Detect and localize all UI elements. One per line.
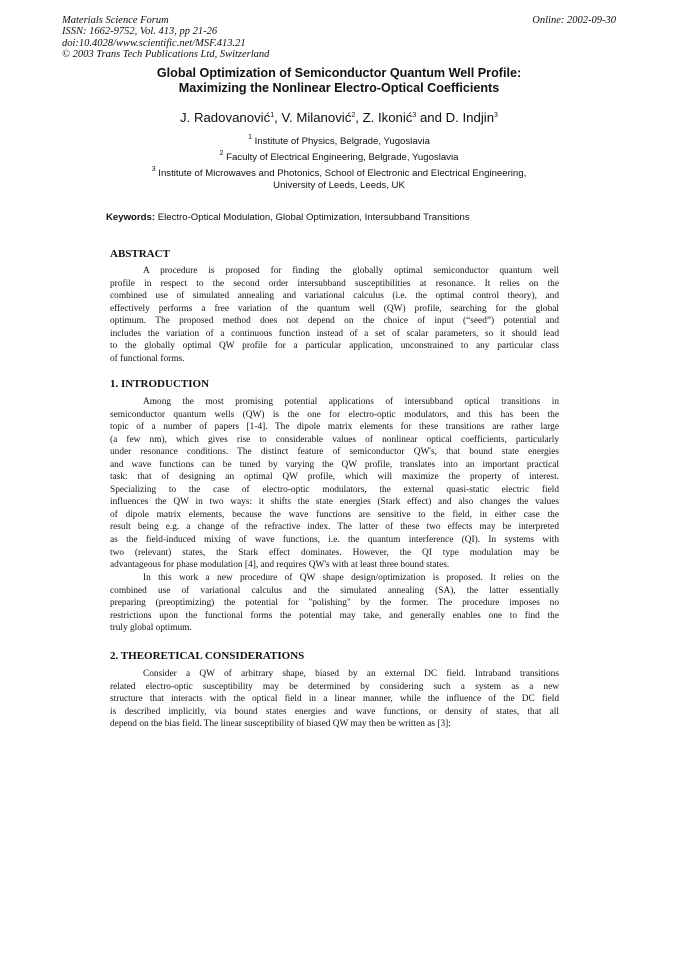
text-line: to the globally optimal QW profile for a particular application, unconstrained to any particular class bbox=[110, 341, 559, 352]
affiliation-2 bbox=[60, 152, 618, 164]
keywords bbox=[106, 212, 470, 223]
text-line: preparing (preoptimizing) the potential for "polishing" by the former. The procedure imposes no bbox=[110, 598, 559, 609]
text-line: depend on the bias field. The linear susceptibility of biased QW may then be written as [3]: bbox=[110, 719, 451, 730]
author-separator: , bbox=[355, 110, 363, 125]
text-line: and wave functions can be tuned by varying the QW profile, translates into an important practical bbox=[110, 459, 559, 470]
journal-doi: doi:10.4028/www.scientific.net/MSF.413.21 bbox=[62, 37, 246, 49]
affiliation-mark: 2 bbox=[219, 150, 224, 157]
affiliation-mark: 3 bbox=[151, 166, 156, 173]
introduction-paragraph-1 bbox=[110, 396, 559, 572]
text-line: as the field-induced mixing of wave functions, i.e. the quantum interference (QI). In systems with bbox=[110, 535, 559, 546]
affiliation-text-continued: University of Leeds, Leeds, UK bbox=[273, 180, 405, 191]
text-line: task: that of designing an optimal QW profile, which will maximize the property of interest. bbox=[110, 472, 559, 483]
text-line: optimum. The proposed method does not depend on the choice of input (“seed”) potential and bbox=[110, 316, 559, 327]
text-line: is described implicitly, via bound states energies and wave functions, or density of states, that all bbox=[110, 706, 559, 717]
text-line: of functional forms. bbox=[110, 353, 185, 364]
author-affiliation-mark: 3 bbox=[412, 112, 417, 119]
text-line: A procedure is proposed for finding the globally optimal semiconductor quantum well bbox=[143, 266, 559, 276]
author-affiliation-mark: 2 bbox=[351, 112, 356, 119]
journal-header bbox=[62, 15, 269, 60]
affiliation-3 bbox=[60, 168, 618, 192]
text-line: effectively performs a free variation of the quantum well (QW) profile, searching for the global bbox=[110, 303, 559, 314]
text-line: combined use of variational calculus and the simulated annealing (SA), the latter essentially bbox=[110, 585, 559, 596]
abstract-paragraph bbox=[110, 265, 559, 365]
text-line: truly global optimum. bbox=[110, 623, 192, 634]
author-name: V. Milanović bbox=[281, 110, 352, 125]
theory-paragraph bbox=[110, 668, 559, 731]
author-name: Z. Ikonić bbox=[362, 110, 413, 125]
affiliation-text: Institute of Physics, Belgrade, Yugoslavia bbox=[254, 136, 430, 147]
text-line: Specializing to the case of electro-optic modulators, the external quasi-static electric field bbox=[110, 484, 559, 495]
text-line: related electro-optic susceptibility may be determined by considering such a system as a new bbox=[110, 681, 559, 692]
journal-copyright: © 2003 Trans Tech Publications Ltd, Switzerland bbox=[62, 48, 270, 60]
affiliation-1 bbox=[60, 136, 618, 148]
journal-name: Materials Science Forum bbox=[62, 15, 169, 26]
author-separator: and bbox=[416, 110, 446, 125]
affiliation-mark: 1 bbox=[248, 134, 252, 141]
text-line: influences the QW in two ways: it shifts the state energies (Stark effect) and also changes the values bbox=[110, 497, 559, 508]
introduction-paragraph-2 bbox=[110, 572, 559, 635]
introduction-heading: 1. INTRODUCTION bbox=[110, 378, 210, 390]
text-line: profile in respect to the second order intersubband susceptibilities at resonance. It relies on the bbox=[110, 278, 559, 289]
online-date: Online: 2002-09-30 bbox=[532, 15, 616, 26]
text-line: includes the variation of a continuous function instead of a set of scalar parameters, so it should lead bbox=[110, 328, 559, 339]
theory-heading: 2. THEORETICAL CONSIDERATIONS bbox=[110, 650, 305, 662]
affiliation-text: Institute of Microwaves and Photonics, School of Electronic and Electrical Engineering, bbox=[158, 168, 527, 179]
text-line: of dipole matrix elements, because the wave functions are sensitive to the field, in either case the bbox=[110, 509, 559, 520]
text-line: restrictions upon the functional forms the potential may take, and generally enables one to find the bbox=[110, 610, 559, 621]
abstract-heading: ABSTRACT bbox=[110, 248, 170, 260]
text-line: structure that interacts with the optical field in a linear manner, while the influence of the DC field bbox=[110, 694, 559, 705]
keywords-text: Electro-Optical Modulation, Global Optimization, Intersubband Transitions bbox=[157, 212, 470, 223]
text-line: (a few nm), which gives rise to considerable values of nonlinear optical coefficients, particularly bbox=[110, 434, 559, 445]
keywords-label: Keywords: bbox=[106, 212, 156, 223]
paper-title bbox=[60, 66, 618, 96]
text-line: semiconductor quantum wells (QW) is the one for electro-optic modulators, and this has been the bbox=[110, 409, 559, 420]
author-affiliation-mark: 3 bbox=[494, 112, 498, 119]
text-line: under resonance conditions. The distinct feature of semiconductor QW's, that bound state energies bbox=[110, 447, 559, 458]
text-line: Consider a QW of arbitrary shape, biased by an external DC field. Intraband transitions bbox=[143, 669, 559, 679]
title-line-1: Global Optimization of Semiconductor Quantum Well Profile: bbox=[156, 66, 522, 80]
text-line: In this work a new procedure of QW shape design/optimization is proposed. It relies on the bbox=[143, 573, 559, 583]
author-list bbox=[60, 110, 618, 125]
author-name: J. Radovanović bbox=[180, 110, 271, 125]
text-line: advantageous for phase modulation [4], and requires QW's with at least three bound states. bbox=[110, 560, 450, 571]
text-line: topic of a number of papers [1-4]. The dipole matrix elements for these transitions are rather large bbox=[110, 422, 559, 433]
title-line-2: Maximizing the Nonlinear Electro-Optical Coefficients bbox=[178, 81, 500, 95]
text-line: Among the most promising potential applications of intersubband optical transitions in bbox=[143, 397, 559, 407]
affiliation-text: Faculty of Electrical Engineering, Belgrade, Yugoslavia bbox=[226, 152, 459, 163]
text-line: combined use of simulated annealing and variational calculus (i.e. the optimal control theory), and bbox=[110, 291, 559, 302]
author-separator: , bbox=[274, 110, 282, 125]
text-line: result being e.g. a change of the refractive index. The latter of these two effects may be interpreted bbox=[110, 522, 559, 533]
author-name: D. Indjin bbox=[445, 110, 495, 125]
author-affiliation-mark: 1 bbox=[270, 112, 275, 119]
journal-issn: ISSN: 1662-9752, Vol. 413, pp 21-26 bbox=[62, 26, 218, 38]
text-line: two (relevant) states, the Stark effect dominates. However, the QI type modulation may be bbox=[110, 547, 559, 558]
